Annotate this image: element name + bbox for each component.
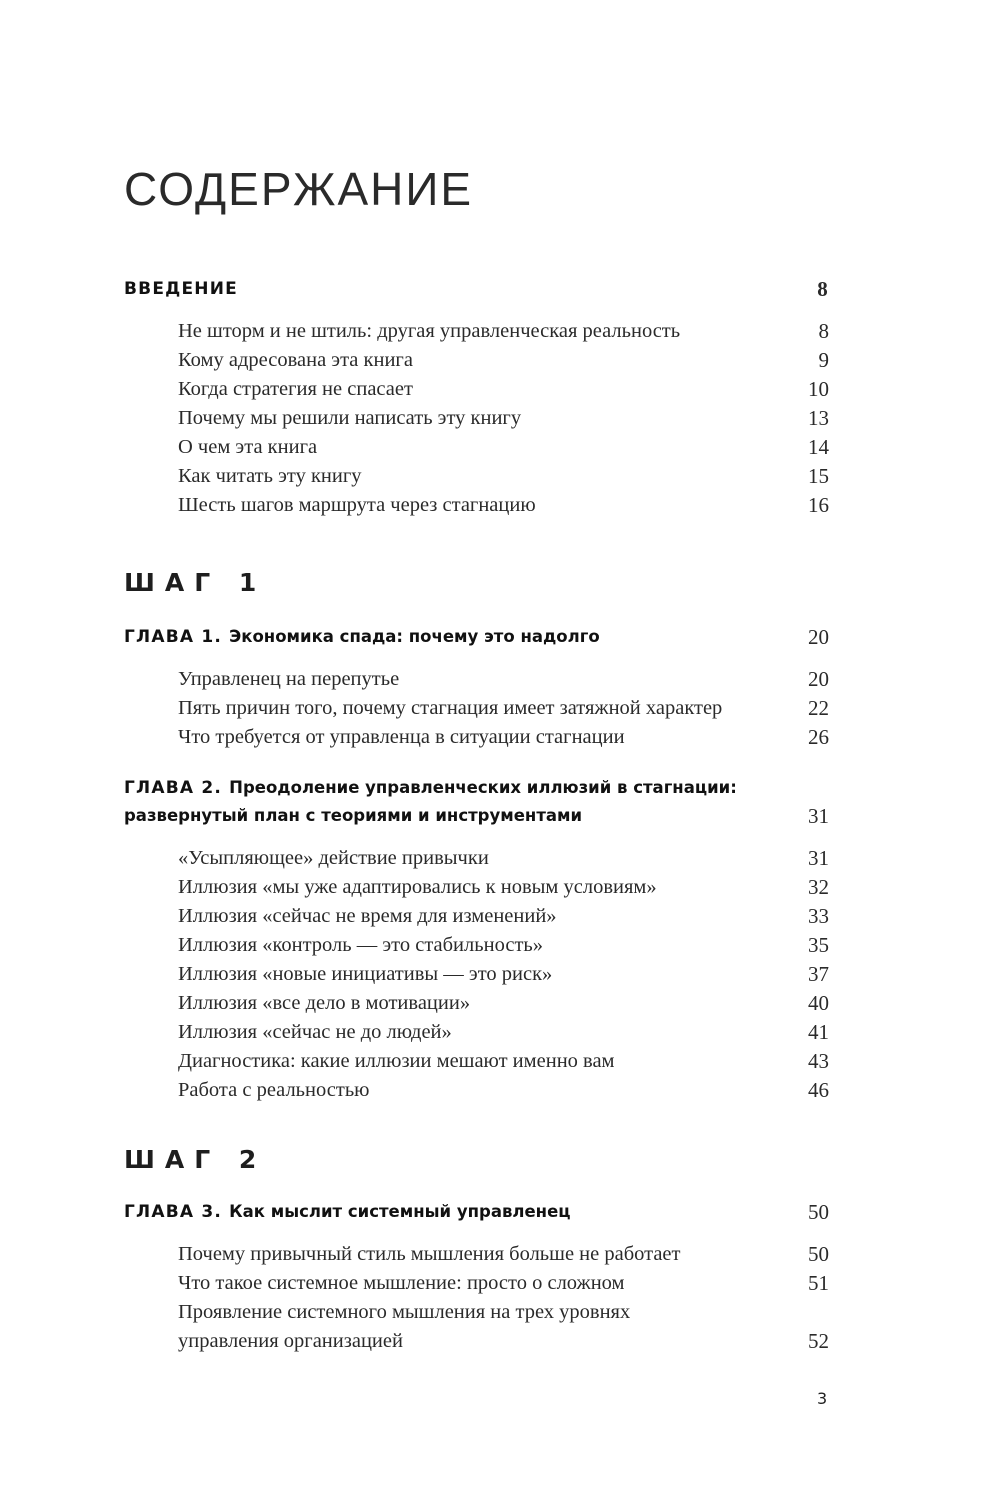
entry-page: 8 <box>818 319 829 343</box>
entry-text: Пять причин того, почему стагнация имеет затяжной характер <box>178 697 723 719</box>
toc-entry <box>178 844 829 873</box>
toc-entry <box>178 1269 829 1298</box>
entry-text: Проявление системного мышления на трех уровнях <box>178 1301 631 1323</box>
entry-page: 37 <box>808 962 829 986</box>
toc-entry <box>178 317 829 346</box>
entry-page: 26 <box>808 725 829 749</box>
entry-page: 16 <box>808 493 829 517</box>
chapter-2-row <box>124 774 829 802</box>
entry-text: Иллюзия «сейчас не время для изменений» <box>178 905 557 927</box>
entry-text: О чем эта книга <box>178 436 318 458</box>
entry-text: Иллюзия «все дело в мотивации» <box>178 992 471 1014</box>
entry-page: 41 <box>808 1020 829 1044</box>
entry-text: Что такое системное мышление: просто о сложном <box>178 1272 625 1294</box>
chapter-title: Как мыслит системный управленец <box>229 1202 571 1221</box>
entry-page: 31 <box>808 846 829 870</box>
intro-heading-row <box>124 276 829 302</box>
entry-page: 52 <box>808 1329 829 1353</box>
entry-page: 50 <box>808 1242 829 1266</box>
toc-entry <box>178 665 829 694</box>
entry-text: Иллюзия «мы уже адаптировались к новым условиям» <box>178 876 657 898</box>
chapter-label: ГЛАВА 1. <box>124 627 230 647</box>
entry-page: 10 <box>808 377 829 401</box>
entry-page: 35 <box>808 933 829 957</box>
entry-text: Не шторм и не штиль: другая управленческая реальность <box>178 320 681 342</box>
page-number: 3 <box>817 1389 828 1408</box>
chapter-3-row <box>124 1198 829 1226</box>
page-title: СОДЕРЖАНИЕ <box>124 163 474 215</box>
toc-entry-multiline-line1 <box>178 1298 829 1327</box>
step-2-heading: ШАГ 2 <box>124 1145 267 1174</box>
entry-page: 46 <box>808 1078 829 1102</box>
chapter-title: Экономика спада: почему это надолго <box>229 627 600 646</box>
chapter-1-row <box>124 623 829 651</box>
toc-entry <box>178 404 829 433</box>
toc-entry <box>178 433 829 462</box>
intro-heading: ВВЕДЕНИЕ <box>124 279 238 299</box>
entry-page: 14 <box>808 435 829 459</box>
entry-text: Шесть шагов маршрута через стагнацию <box>178 494 536 516</box>
entry-page: 51 <box>808 1271 829 1295</box>
intro-page: 8 <box>817 277 829 301</box>
toc-entry <box>178 1018 829 1047</box>
entry-text: Как читать эту книгу <box>178 465 362 487</box>
chapter-page: 50 <box>808 1200 829 1224</box>
entry-page: 13 <box>808 406 829 430</box>
toc-entry <box>178 902 829 931</box>
entry-text: Диагностика: какие иллюзии мешают именно вам <box>178 1050 615 1072</box>
chapter-title-line2: развернутый план с теориями и инструментами <box>124 806 583 825</box>
entry-text: Управленец на перепутье <box>178 668 400 690</box>
toc-entry <box>178 491 829 520</box>
entry-text: управления организацией <box>178 1330 403 1352</box>
toc-entry <box>178 346 829 375</box>
toc-entry <box>178 1240 829 1269</box>
entry-text: Что требуется от управленца в ситуации стагнации <box>178 726 625 748</box>
entry-text: Кому адресована эта книга <box>178 349 413 371</box>
chapter-label: ГЛАВА 3. <box>124 1202 230 1222</box>
toc-entry <box>178 1047 829 1076</box>
toc-entry <box>178 694 829 723</box>
toc-entry <box>178 960 829 989</box>
entry-text: Иллюзия «сейчас не до людей» <box>178 1021 452 1043</box>
entry-page: 15 <box>808 464 829 488</box>
entry-page: 40 <box>808 991 829 1015</box>
entry-page: 9 <box>818 348 829 372</box>
chapter-2-row-line2 <box>124 802 829 830</box>
entry-page: 43 <box>808 1049 829 1073</box>
entry-text: Почему мы решили написать эту книгу <box>178 407 522 429</box>
entry-text: Иллюзия «новые инициативы — это риск» <box>178 963 553 985</box>
entry-text: «Усыпляющее» действие привычки <box>178 847 489 869</box>
entry-text: Почему привычный стиль мышления больше не работает <box>178 1243 681 1265</box>
toc-entry <box>178 989 829 1018</box>
chapter-page: 31 <box>808 804 829 828</box>
entry-page: 33 <box>808 904 829 928</box>
toc-entry <box>178 873 829 902</box>
entry-page: 32 <box>808 875 829 899</box>
toc-entry <box>178 723 829 752</box>
toc-entry <box>178 375 829 404</box>
chapter-label: ГЛАВА 2. <box>124 778 230 798</box>
entry-text: Иллюзия «контроль — это стабильность» <box>178 934 543 956</box>
toc-entry <box>178 931 829 960</box>
chapter-title-line1: Преодоление управленческих иллюзий в стагнации: <box>229 778 737 797</box>
toc-entry <box>178 462 829 491</box>
entry-page: 22 <box>808 696 829 720</box>
step-1-heading: ШАГ 1 <box>124 568 267 597</box>
toc-entry-multiline-line2 <box>178 1327 829 1356</box>
toc-entry <box>178 1076 829 1105</box>
chapter-page: 20 <box>808 625 829 649</box>
entry-text: Работа с реальностью <box>178 1079 370 1101</box>
entry-text: Когда стратегия не спасает <box>178 378 413 400</box>
entry-page: 20 <box>808 667 829 691</box>
